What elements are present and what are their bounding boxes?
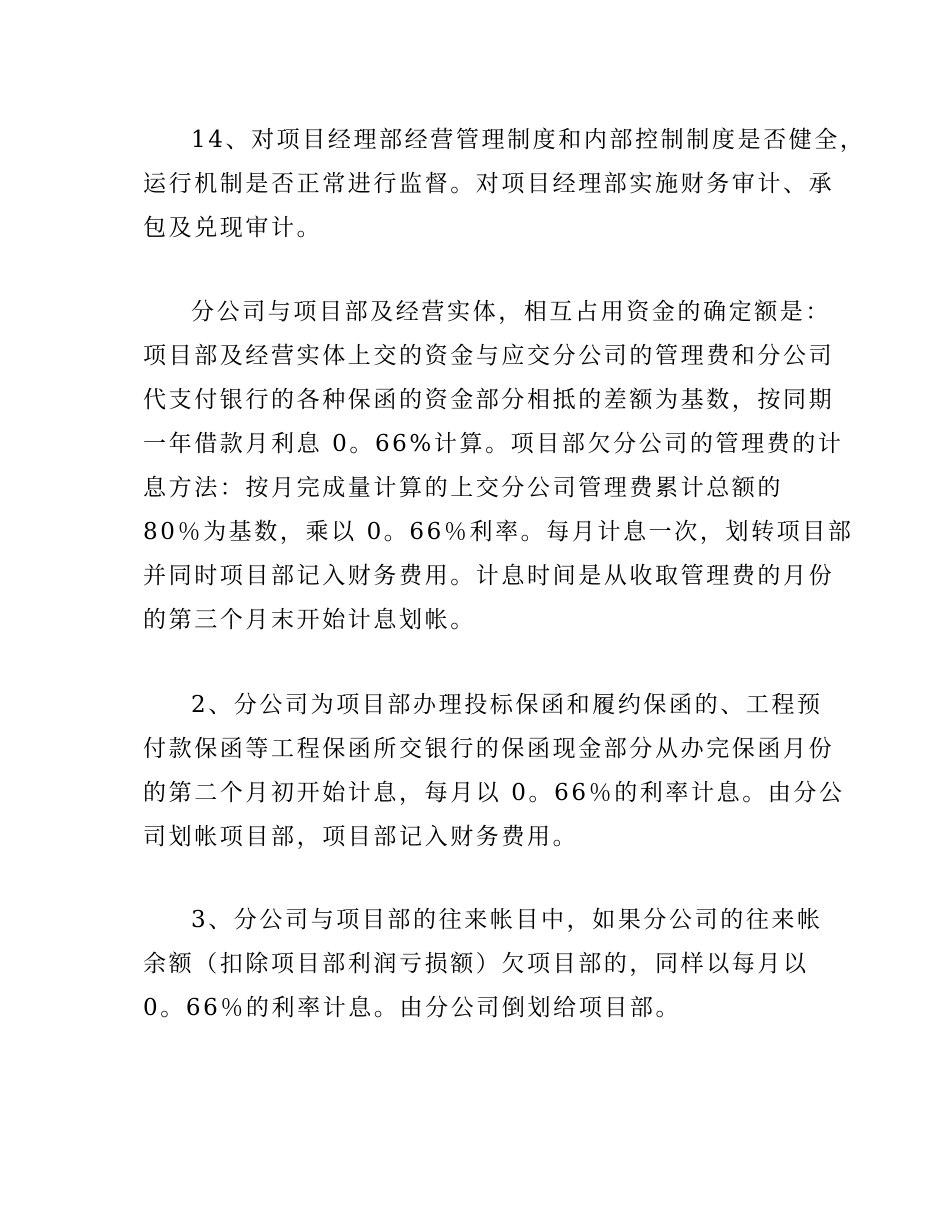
text-line: 的第二个月初开始计息，每月以 0。66％的利率计息。由分公 (143, 780, 845, 806)
text-line: 余额（扣除项目部利润亏损额）欠项目部的，同样以每月以 (143, 951, 809, 977)
text-line: 司划帐项目部，项目部记入财务费用。 (143, 824, 579, 850)
paragraph-audit-supervision (143, 118, 866, 250)
text-line: 分公司与项目部及经营实体，相互占用资金的确定额是： (191, 299, 831, 325)
text-line: 代支付银行的各种保函的资金部分相抵的差额为基数，按同期 (143, 387, 835, 413)
text-line: 付款保函等工程保函所交银行的保函现金部分从办完保函月份 (143, 736, 835, 762)
text-line: 一年借款月利息 0。66%计算。项目部欠分公司的管理费的计 (143, 431, 844, 457)
text-line: 2、分公司为项目部办理投标保函和履约保函的、工程预 (191, 692, 823, 718)
paragraph-guarantee-interest (143, 683, 843, 859)
text-line: 80％为基数，乘以 0。66％利率。每月计息一次，划转项目部 (143, 519, 854, 545)
text-line: 3、分公司与项目部的往来帐目中，如果分公司的往来帐 (191, 907, 823, 933)
paragraph-current-account-interest (143, 898, 843, 1030)
text-line: 项目部及经营实体上交的资金与应交分公司的管理费和分公司 (143, 343, 835, 369)
text-line: 的第三个月末开始计息划帐。 (143, 607, 476, 633)
text-line: 息方法：按月完成量计算的上交分公司管理费累计总额的 (143, 475, 783, 501)
text-line: 包及兑现审计。 (143, 215, 323, 241)
paragraph-fund-occupation (143, 290, 854, 642)
text-line: 并同时项目部记入财务费用。计息时间是从收取管理费的月份 (143, 563, 835, 589)
text-line: 运行机制是否正常进行监督。对项目经理部实施财务审计、承 (143, 171, 835, 197)
text-line: 0。66％的利率计息。由分公司倒划给项目部。 (143, 995, 682, 1021)
text-line: 14、对项目经理部经营管理制度和内部控制制度是否健全， (191, 127, 866, 153)
